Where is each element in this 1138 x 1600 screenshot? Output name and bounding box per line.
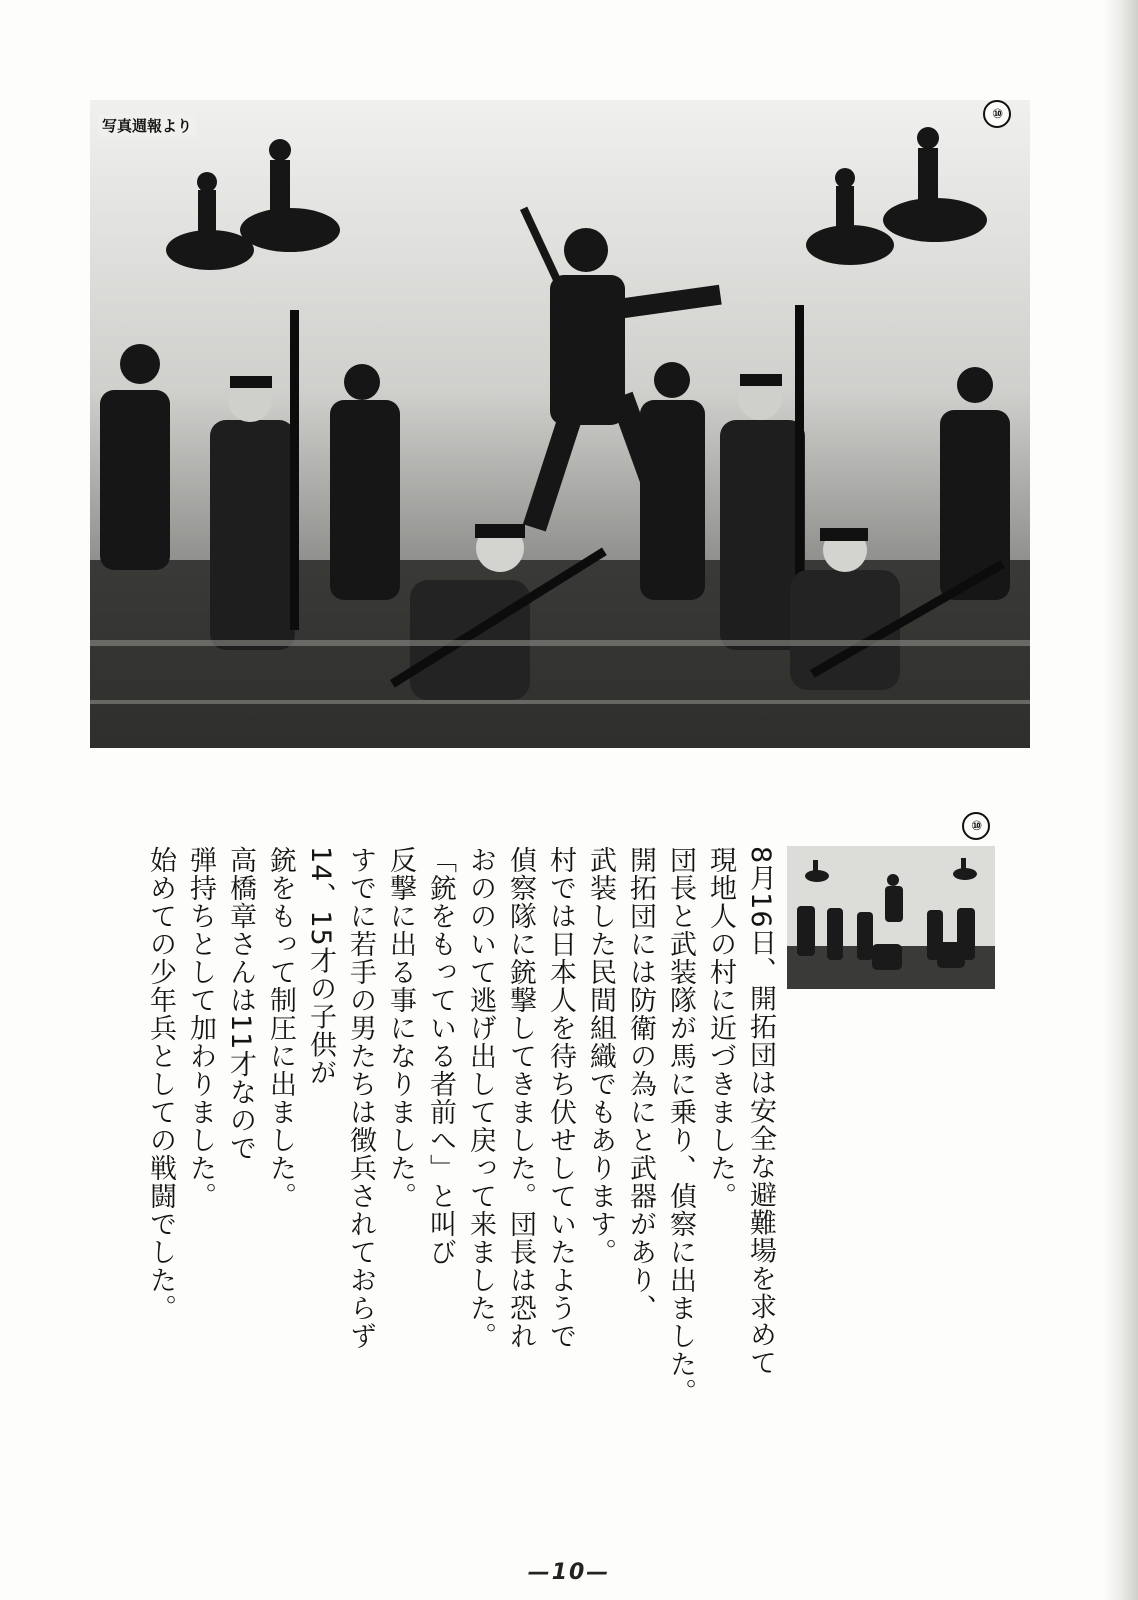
text-line-2: 現地人の村に近づきました。 xyxy=(705,846,736,1210)
page-edge-shadow xyxy=(1104,0,1138,1600)
thumbnail-photo xyxy=(787,846,995,989)
soldiers-collage-image xyxy=(90,100,1030,748)
text-line-10: 反撃に出る事になりました。 xyxy=(385,846,416,1210)
page-number: —10— xyxy=(527,1560,611,1585)
text-line-6: 村では日本人を待ち伏せしていたようで xyxy=(545,846,576,1350)
text-line-15: 弾持ちとして加わりました。 xyxy=(185,846,216,1210)
text-line-7: 偵察隊に銃撃してきました。団長は恐れ xyxy=(505,846,536,1350)
text-line-9: 「銃をもっている者前へ」と叫び xyxy=(425,846,456,1266)
vertical-body-text xyxy=(138,846,780,1406)
collage-photo xyxy=(90,100,1030,748)
section-number-badge: ⑩ xyxy=(962,812,990,840)
text-line-1: 8月16日、開拓団は安全な避難場を求めて xyxy=(745,846,776,1377)
text-line-5: 武装した民間組織でもあります。 xyxy=(585,846,616,1266)
photo-caption: 写真週報より xyxy=(98,114,196,137)
text-line-13: 銃をもって制圧に出ました。 xyxy=(265,846,296,1210)
text-line-12: 14、15才の子供が xyxy=(305,846,336,1087)
text-line-16: 始めての少年兵としての戦闘でした。 xyxy=(145,846,176,1322)
text-line-8: おののいて逃げ出して戻って来ました。 xyxy=(465,846,496,1350)
text-line-14: 高橋章さんは11才なので xyxy=(225,846,256,1163)
text-line-11: すでに若手の男たちは徴兵されておらず xyxy=(345,846,376,1350)
thumbnail-collage-image xyxy=(787,846,995,989)
photo-number-badge: ⑩ xyxy=(983,100,1011,128)
text-line-3: 団長と武装隊が馬に乗り、偵察に出ました。 xyxy=(665,846,696,1406)
text-line-4: 開拓団には防衛の為にと武器があり、 xyxy=(625,846,656,1322)
